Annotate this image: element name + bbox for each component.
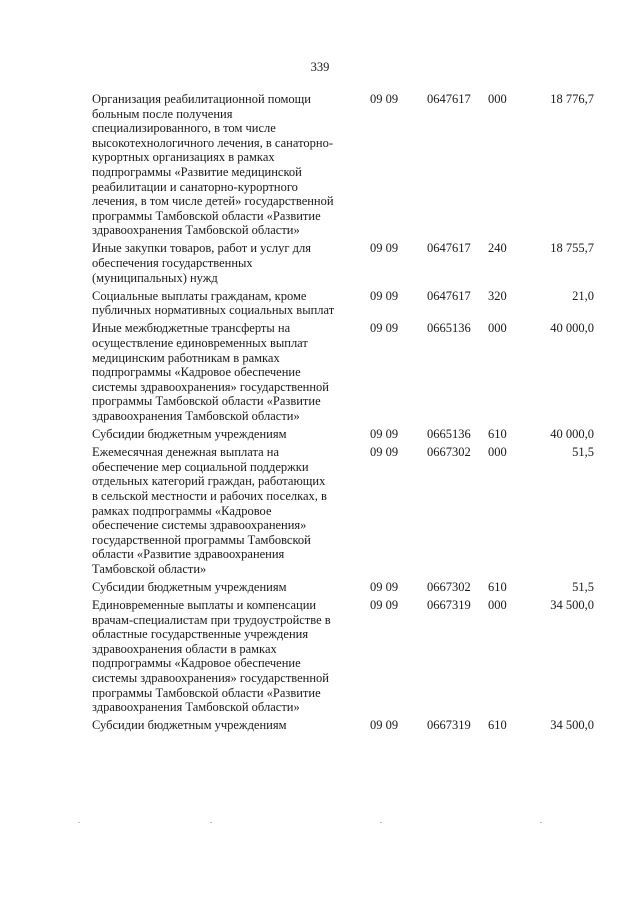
row-section-code: 09 09 [370, 92, 399, 106]
row-section-code: 09 09 [370, 241, 399, 256]
row-expense-type: 000 [488, 598, 507, 613]
row-section-code: 09 09 [370, 718, 399, 733]
table-row [92, 92, 602, 238]
table-row [92, 445, 602, 576]
row-amount: 21,0 [572, 288, 594, 303]
page-number: 339 [310, 60, 330, 74]
table-row [92, 321, 602, 423]
row-amount: 34 500,0 [550, 598, 594, 613]
row-expense-type: 000 [488, 92, 507, 106]
scan-artifacts [60, 822, 620, 826]
row-expense-type: 000 [488, 445, 507, 460]
row-amount: 34 500,0 [550, 718, 594, 733]
row-description: Организация реабилитационной помощи больным после получения специализированного, в том числе высокотехнологичного лечения, в санаторно- курортных организациях в рамках подпрограммы «Развитие медицинской реабилитации и санаторно-курортного лечения, в том числе детей» государственной программы Тамбовской области «Развитие здравоохранения Тамбовской области» [92, 92, 334, 238]
row-description: Социальные выплаты гражданам, кроме публичных нормативных социальных выплат [92, 288, 335, 318]
table-row [92, 598, 602, 715]
row-description: Иные закупки товаров, работ и услуг для обеспечения государственных (муниципальных) нужд [92, 241, 312, 285]
row-description: Субсидии бюджетным учреждениям [92, 427, 287, 442]
row-target-code: 0647617 [427, 92, 471, 106]
row-expense-type: 320 [488, 288, 507, 303]
row-section-code: 09 09 [370, 580, 399, 594]
row-target-code: 0665136 [427, 427, 471, 442]
row-amount: 18 776,7 [550, 92, 594, 106]
table-row [92, 718, 602, 733]
table-row [92, 580, 602, 595]
row-section-code: 09 09 [370, 445, 399, 460]
row-expense-type: 610 [488, 427, 507, 442]
table-row [92, 289, 602, 318]
row-expense-type: 000 [488, 321, 507, 336]
row-description: Иные межбюджетные трансферты на осуществление единовременных выплат медицинским работникам в рамках подпрограммы «Кадровое обеспечение системы здравоохранения» государственной программы Тамбовской области «Развитие здравоохранения Тамбовской области» [92, 321, 329, 423]
row-description: Ежемесячная денежная выплата на обеспечение мер социальной поддержки отдельных категорий граждан, работающих в сельской местности и рабочих поселках, в рамках подпрограммы «Кадровое обеспечение системы здравоохранения» государственной программы Тамбовской области «Развитие здравоохранения Тамбовской области» [92, 445, 327, 576]
row-section-code: 09 09 [370, 288, 399, 303]
row-amount: 40 000,0 [550, 427, 594, 442]
row-amount: 51,5 [572, 445, 594, 460]
row-target-code: 0667319 [427, 598, 471, 613]
row-amount: 18 755,7 [550, 241, 594, 256]
table-row [92, 427, 602, 442]
row-amount: 40 000,0 [550, 321, 594, 336]
row-section-code: 09 09 [370, 427, 399, 442]
row-expense-type: 610 [488, 718, 507, 733]
row-target-code: 0667319 [427, 718, 471, 733]
row-expense-type: 610 [488, 580, 507, 594]
row-target-code: 0667302 [427, 580, 471, 594]
row-section-code: 09 09 [370, 321, 399, 336]
row-target-code: 0667302 [427, 445, 471, 460]
row-description: Единовременные выплаты и компенсации врачам-специалистам при трудоустройстве в областные государственные учреждения здравоохранения области в рамках подпрограммы «Кадровое обеспечение системы здравоохранения» государственной программы Тамбовской области «Развитие здравоохранения Тамбовской области» [92, 598, 331, 715]
row-amount: 51,5 [572, 580, 594, 594]
table-row [92, 241, 602, 285]
row-target-code: 0647617 [427, 288, 471, 303]
row-description: Субсидии бюджетным учреждениям [92, 718, 287, 733]
row-description: Субсидии бюджетным учреждениям [92, 580, 287, 594]
row-target-code: 0665136 [427, 321, 471, 336]
row-expense-type: 240 [488, 241, 507, 256]
budget-table [92, 92, 602, 736]
row-section-code: 09 09 [370, 598, 399, 613]
row-target-code: 0647617 [427, 241, 471, 256]
